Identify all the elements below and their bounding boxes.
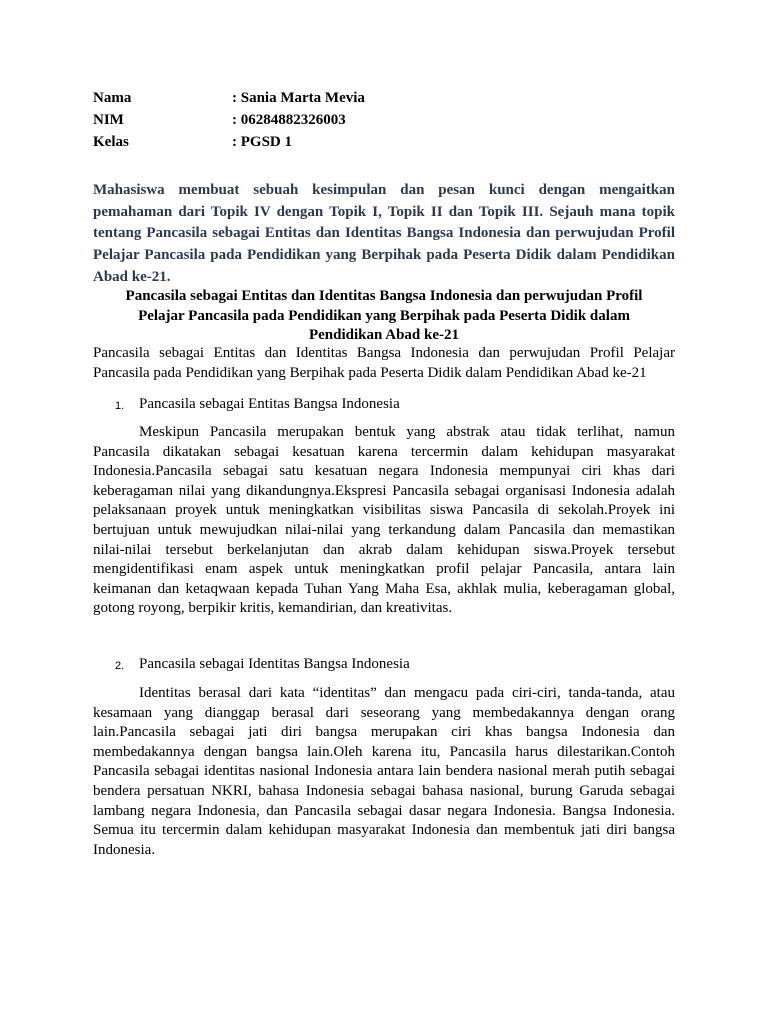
paragraph-line: bertujuan untuk mewujudkan nilai-nilai yang terkandung dalam Pancasila dan memastikan: [93, 521, 675, 538]
task-statement: [93, 180, 675, 289]
identity-label: Nama: [93, 90, 132, 106]
paragraph-line: Semua itu tercermin dalam kehidupan masyarakat Indonesia dan membentuk jati diri bangsa: [93, 822, 675, 839]
paragraph-line: Meskipun Pancasila merupakan bentuk yang abstrak atau tidak terlihat, namun: [139, 424, 675, 440]
title-line: Pelajar Pancasila pada Pendidikan yang Berpihak pada Peserta Didik dalam: [138, 307, 630, 324]
task-line: tentang Pancasila sebagai Entitas dan Identitas Bangsa Indonesia dan perwujudan Profil: [93, 225, 675, 242]
task-line: Pelajar Pancasila pada Pendidikan yang Berpihak pada Peserta Didik dalam Pendidikan: [93, 247, 675, 264]
paragraph-line: Indonesia.: [93, 841, 156, 858]
paragraph-line: membedakannya dengan bangsa lain.Oleh karena itu, Pancasila harus dilestarikan.Contoh: [93, 743, 675, 760]
list-number: 2.: [115, 660, 125, 672]
paragraph-line: keimanan dan ketaqwaan kepada Tuhan Yang Maha Esa, akhlak mulia, keberagaman global,: [93, 580, 675, 597]
identity-value: : 06284882326003: [232, 112, 346, 128]
document-subtitle: [93, 343, 675, 383]
title-line: Pendidikan Abad ke-21: [308, 327, 460, 343]
identity-row-nim: [93, 111, 393, 129]
identity-value: : PGSD 1: [232, 134, 292, 150]
identity-value: : Sania Marta Mevia: [232, 90, 365, 106]
identity-row-nama: [93, 89, 393, 107]
section-heading-text: Pancasila sebagai Entitas Bangsa Indonesia: [139, 396, 400, 412]
section-heading-identitas: [115, 655, 515, 673]
paragraph-line: Pancasila dikatakan sebagai kesatuan karena tercermin dalam kehidupan masyarakat: [93, 443, 675, 460]
document-title: [93, 287, 675, 346]
task-line: Abad ke-21.: [93, 268, 171, 285]
paragraph-line: Indonesia.Pancasila sebagai satu kesatuan negara Indonesia mempunyai ciri khas dari: [93, 463, 675, 480]
paragraph-line: gotong royong, berpikir kritis, kemandirian, dan kreativitas.: [93, 600, 453, 617]
identity-label: NIM: [93, 112, 124, 128]
paragraph-line: kesamaan yang dianggap berasal dari seseorang yang membedakannya dengan orang: [93, 704, 675, 721]
paragraph-line: Identitas berasal dari kata “identitas” dan mengacu pada ciri-ciri, tanda-tanda, atau: [139, 685, 675, 701]
identity-row-kelas: [93, 133, 393, 151]
list-number: 1.: [115, 400, 125, 412]
section-paragraph-identitas: [93, 684, 675, 860]
task-line: pemahaman dari Topik IV dengan Topik I, Topik II dan Topik III. Sejauh mana topik: [93, 203, 675, 220]
paragraph-line: keberagaman nilai yang dikandungnya.Ekspresi Pancasila sebagai organisasi Indonesia adalah: [93, 482, 675, 499]
paragraph-line: lain.Pancasila sebagai jati diri bangsa merupakan ciri khas bangsa Indonesia dan: [93, 724, 675, 741]
section-heading-text: Pancasila sebagai Identitas Bangsa Indonesia: [139, 656, 410, 672]
task-line: Mahasiswa membuat sebuah kesimpulan dan pesan kunci dengan mengaitkan: [93, 182, 675, 198]
paragraph-line: pelaksanaan proyek untuk meningkatkan visibilitas siswa Pancasila di sekolah.Proyek ini: [93, 502, 675, 519]
subtitle-line: Pancasila pada Pendidikan yang Berpihak pada Peserta Didik dalam Pendidikan Abad ke-21: [93, 365, 647, 381]
paragraph-line: lambang negara Indonesia, dan Pancasila sebagai dasar negara Indonesia. Bangsa Indonesia.: [93, 802, 675, 819]
paragraph-line: nilai-nilai tersebut berkelanjutan dan akrab dalam kehidupan siswa.Proyek tersebut: [93, 541, 675, 558]
identity-label: Kelas: [93, 134, 129, 150]
title-line: Pancasila sebagai Entitas dan Identitas Bangsa Indonesia dan perwujudan Profil: [125, 288, 643, 304]
paragraph-line: mengidentifikasi enam aspek untuk meningkatkan profil pelajar Pancasila, antara lain: [93, 561, 675, 578]
section-heading-entitas: [115, 395, 515, 413]
paragraph-line: bendera persatuan NKRI, bahasa Indonesia sebagai bahasa nasional, burung Garuda sebagai: [93, 782, 675, 799]
paragraph-line: Pancasila sebagai identitas nasional Indonesia antara lain bendera nasional merah putih sebagai: [93, 763, 675, 780]
section-paragraph-entitas: [93, 423, 675, 619]
subtitle-line: Pancasila sebagai Entitas dan Identitas Bangsa Indonesia dan perwujudan Profil Pelajar: [93, 345, 675, 361]
